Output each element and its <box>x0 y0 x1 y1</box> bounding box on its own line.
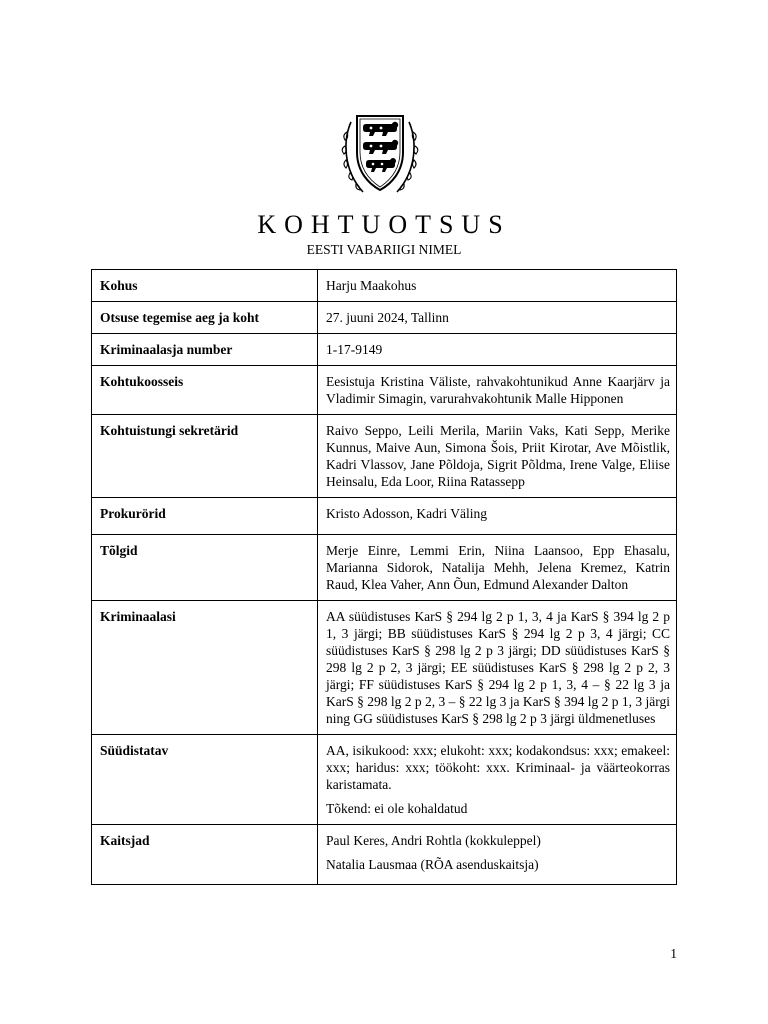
estonian-coat-of-arms-icon <box>341 110 419 200</box>
table-row-decision-time-place <box>92 302 677 334</box>
table-row-interpreters <box>92 535 677 601</box>
row-label: Kaitsjad <box>92 825 318 885</box>
row-value-text: 1-17-9149 <box>326 342 383 357</box>
table-row-court-composition <box>92 366 677 415</box>
row-value-text: AA, isikukood: xxx; elukoht: xxx; kodakondsus: xxx; emakeel: xxx; haridus: xxx; töökoht: xxx. Kriminaal- ja väärteokorras karistamata. <box>326 743 670 792</box>
row-value-text: AA süüdistuses KarS § 294 lg 2 p 1, 3, 4 ja KarS § 394 lg 2 p 1, 3 järgi; BB süüdistuses KarS § 294 lg 2 p 3, 4 järgi; CC süüdistuses KarS § 298 lg 2 p 3 järgi; DD süüdistuses KarS § 298 lg 2 p 2, 3 järgi; EE süüdistuses KarS § 298 lg 2 p 2, 3 järgi; FF süüdistuses KarS § 294 lg 2 p 1, 3, 4 – § 22 lg 3 ja KarS § 298 lg 2 p 2, 3 – § 22 lg 3 ja KarS § 394 lg 2 p 1, 3 järgi ning GG süüdistuses KarS § 298 lg 2 p 3 järgi üldmenetluses <box>326 609 670 726</box>
row-value-text: Eesistuja Kristina Väliste, rahvakohtunikud Anne Kaarjärv ja Vladimir Simagin, varurahvakohtunik Malle Hipponen <box>326 374 670 406</box>
row-label: Süüdistatav <box>92 735 318 825</box>
row-value <box>318 270 677 302</box>
row-value-text: Harju Maakohus <box>326 278 417 293</box>
table-row-secretaries <box>92 415 677 498</box>
page-number: 1 <box>670 946 677 961</box>
table-row-case-number <box>92 334 677 366</box>
row-value-text: Kristo Adosson, Kadri Väling <box>326 506 487 521</box>
row-label: Kohtuistungi sekretärid <box>92 415 318 498</box>
row-label: Kriminaalasi <box>92 601 318 735</box>
row-value <box>318 601 677 735</box>
row-value <box>318 366 677 415</box>
row-value-text: Merje Einre, Lemmi Erin, Niina Laansoo, Epp Ehasalu, Marianna Sidorok, Natalija Mehh, Jelena Kremez, Katrin Raud, Klea Vaher, Ann Õun, Edmund Alexander Dalton <box>326 543 670 592</box>
row-value-text: Natalia Lausmaa (RÕA asenduskaitsja) <box>326 857 539 872</box>
row-value-text: Paul Keres, Andri Rohtla (kokkuleppel) <box>326 833 541 848</box>
document-subtitle: EESTI VABARIIGI NIMEL <box>306 242 462 257</box>
table-row-accused <box>92 735 677 825</box>
row-value <box>318 498 677 535</box>
table-row-court <box>92 270 677 302</box>
row-value-text: 27. juuni 2024, Tallinn <box>326 310 449 325</box>
row-value <box>318 735 677 825</box>
row-value <box>318 825 677 885</box>
row-label: Kohus <box>92 270 318 302</box>
row-value <box>318 334 677 366</box>
row-value-text: Tõkend: ei ole kohaldatud <box>326 801 468 816</box>
document-title: KOHTUOTSUS <box>257 210 511 239</box>
row-value <box>318 535 677 601</box>
row-label: Tõlgid <box>92 535 318 601</box>
table-row-prosecutors <box>92 498 677 535</box>
row-label: Otsuse tegemise aeg ja koht <box>92 302 318 334</box>
case-info-table <box>91 269 677 885</box>
row-label: Prokurörid <box>92 498 318 535</box>
row-value <box>318 302 677 334</box>
row-label: Kriminaalasja number <box>92 334 318 366</box>
row-value <box>318 415 677 498</box>
row-value-text: Raivo Seppo, Leili Merila, Mariin Vaks, Kati Sepp, Merike Kunnus, Maive Aun, Simona Šois, Priit Kirotar, Ave Mõistlik, Kadri Vlassov, Jane Põldoja, Sigrit Põldma, Irene Valge, Eliise Heinsalu, Eda Loor, Riina Ratassepp <box>326 423 670 489</box>
table-row-defenders <box>92 825 677 885</box>
table-row-criminal-case <box>92 601 677 735</box>
row-label: Kohtukoosseis <box>92 366 318 415</box>
